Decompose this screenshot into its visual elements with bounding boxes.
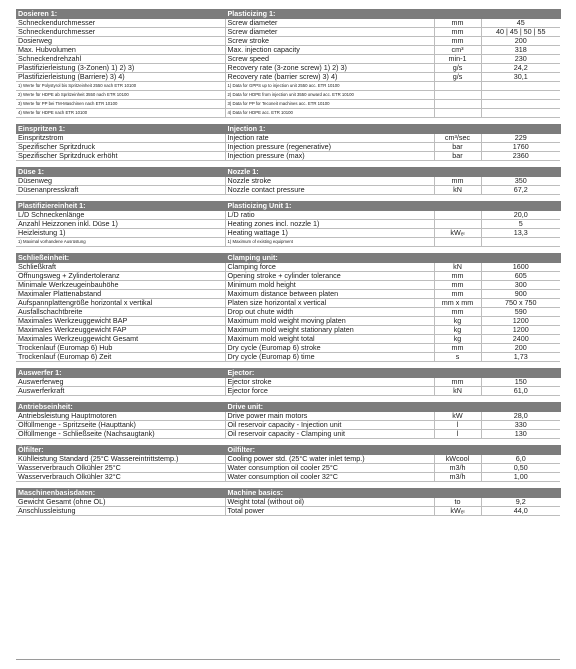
unit-cell: kWₑₗ <box>434 507 481 516</box>
label-en: Oil reservoir capacity - Injection unit <box>225 421 434 430</box>
unit-cell: kW <box>434 412 481 421</box>
value-cell: 40 | 45 | 50 | 55 <box>481 28 560 37</box>
label-en: Maximum mold weight moving platen <box>225 317 434 326</box>
unit-cell: kg <box>434 317 481 326</box>
unit-cell: kN <box>434 186 481 195</box>
section-title-en: Machine basics: <box>225 488 434 498</box>
spec-row <box>16 177 560 186</box>
section-header <box>16 167 560 177</box>
footnote-de: 3) Werte für PP bei TM-Maschinen nach ETR 10100 <box>16 100 225 109</box>
label-de: Schneckendurchmesser <box>16 28 225 37</box>
label-en: Drive power main motors <box>225 412 434 421</box>
footnote-en: 1) Maximum of existing equipment <box>225 238 434 247</box>
label-de: Spezifischer Spritzdruck <box>16 143 225 152</box>
label-de: Dosierweg <box>16 37 225 46</box>
footnote-value-cell <box>481 238 560 247</box>
label-en: Maximum mold weight stationary platen <box>225 326 434 335</box>
footnote-de: 1) Werte für Polystyrol bis Spritzeinheit 2550 nach ETR 10100 <box>16 82 225 91</box>
footnote-row <box>16 109 560 118</box>
label-en: Nozzle stroke <box>225 177 434 186</box>
unit-cell: g/s <box>434 64 481 73</box>
section-header <box>16 201 560 211</box>
section-title-de: Einspritzen 1: <box>16 124 225 134</box>
value-cell: 1200 <box>481 317 560 326</box>
section-header <box>16 488 560 498</box>
footnote-row <box>16 91 560 100</box>
section-title-en: Oilfilter: <box>225 445 434 455</box>
unit-cell: mm <box>434 281 481 290</box>
section-title-en: Plasticizing 1: <box>225 9 434 19</box>
footnote-de: 2) Werte für HDPE ab Spritzeinheit 3550 nach ETR 10100 <box>16 91 225 100</box>
label-de: Plastifizierleistung (Barriere) 3) 4) <box>16 73 225 82</box>
spec-row <box>16 272 560 281</box>
unit-cell: mm <box>434 177 481 186</box>
unit-cell: bar <box>434 152 481 161</box>
unit-cell: mm <box>434 19 481 28</box>
spec-row <box>16 335 560 344</box>
header-unit-cell <box>434 167 481 177</box>
footnote-unit-cell <box>434 82 481 91</box>
value-cell: 2360 <box>481 152 560 161</box>
header-unit-cell <box>434 402 481 412</box>
unit-cell: m3/h <box>434 473 481 482</box>
spec-row <box>16 64 560 73</box>
footnote-row <box>16 82 560 91</box>
header-unit-cell <box>434 488 481 498</box>
label-de: Trockenlauf (Euromap 6) Hub <box>16 344 225 353</box>
spec-table-body <box>16 9 560 516</box>
label-de: Trockenlauf (Euromap 6) Zeit <box>16 353 225 362</box>
label-de: Düsenanpresskraft <box>16 186 225 195</box>
value-cell: 330 <box>481 421 560 430</box>
value-cell: 13,3 <box>481 229 560 238</box>
unit-cell: kN <box>434 263 481 272</box>
header-unit-cell <box>434 253 481 263</box>
footnote-value-cell <box>481 91 560 100</box>
footnote-de: 4) Werte für HDPE nach ETR 10100 <box>16 109 225 118</box>
section-title-de: Auswerfer 1: <box>16 368 225 378</box>
footnote-de: 1) Maximal vorhandene Ausrüstung <box>16 238 225 247</box>
spec-row <box>16 421 560 430</box>
header-unit-cell <box>434 124 481 134</box>
label-de: L/D Schneckenlänge <box>16 211 225 220</box>
label-de: Auswerferweg <box>16 378 225 387</box>
footnote-en: 4) Data for HDPE acc. ETR 10100 <box>225 109 434 118</box>
footer-rule <box>16 659 560 660</box>
unit-cell: mm <box>434 37 481 46</box>
label-en: Screw diameter <box>225 19 434 28</box>
label-en: Injection pressure (regenerative) <box>225 143 434 152</box>
unit-cell: kWcool <box>434 455 481 464</box>
unit-cell: to <box>434 498 481 507</box>
section-title-de: Düse 1: <box>16 167 225 177</box>
label-de: Wasserverbrauch Ölkühler 25°C <box>16 464 225 473</box>
label-en: Total power <box>225 507 434 516</box>
value-cell: 590 <box>481 308 560 317</box>
label-de: Ölfüllmenge - Schließseite (Nachsaugtank) <box>16 430 225 439</box>
value-cell: 230 <box>481 55 560 64</box>
header-value-cell <box>481 167 560 177</box>
value-cell: 605 <box>481 272 560 281</box>
spec-row <box>16 229 560 238</box>
value-cell: 318 <box>481 46 560 55</box>
section-header <box>16 253 560 263</box>
spec-row <box>16 46 560 55</box>
unit-cell: mm <box>434 344 481 353</box>
header-value-cell <box>481 124 560 134</box>
label-en: Platen size horizontal x vertical <box>225 299 434 308</box>
value-cell: 30,1 <box>481 73 560 82</box>
footnote-unit-cell <box>434 238 481 247</box>
footnote-row <box>16 100 560 109</box>
unit-cell: bar <box>434 143 481 152</box>
header-value-cell <box>481 368 560 378</box>
label-de: Plastifizierleistung (3-Zonen) 1) 2) 3) <box>16 64 225 73</box>
spec-row <box>16 55 560 64</box>
unit-cell: mm x mm <box>434 299 481 308</box>
label-de: Ausfallschachtbreite <box>16 308 225 317</box>
value-cell: 6,0 <box>481 455 560 464</box>
spec-row <box>16 19 560 28</box>
label-en: Max. injection capacity <box>225 46 434 55</box>
value-cell: 61,0 <box>481 387 560 396</box>
label-en: Heating zones incl. nozzle 1) <box>225 220 434 229</box>
label-en: Maximum distance between platen <box>225 290 434 299</box>
unit-cell: l <box>434 430 481 439</box>
label-de: Schneckendurchmesser <box>16 19 225 28</box>
footnote-unit-cell <box>434 91 481 100</box>
label-en: Screw speed <box>225 55 434 64</box>
label-de: Anzahl Heizzonen inkl. Düse 1) <box>16 220 225 229</box>
unit-cell: mm <box>434 378 481 387</box>
value-cell: 350 <box>481 177 560 186</box>
value-cell: 5 <box>481 220 560 229</box>
footnote-en: 1) Data for GPPS up to injection unit 2550 acc. ETR 10100 <box>225 82 434 91</box>
spec-row <box>16 152 560 161</box>
unit-cell <box>434 220 481 229</box>
label-en: Recovery rate (barrier screw) 3) 4) <box>225 73 434 82</box>
label-en: Screw stroke <box>225 37 434 46</box>
header-value-cell <box>481 201 560 211</box>
label-de: Gewicht Gesamt (ohne ÖL) <box>16 498 225 507</box>
section-title-en: Plasticizing Unit 1: <box>225 201 434 211</box>
label-en: Oil reservoir capacity - Clamping unit <box>225 430 434 439</box>
section-title-en: Clamping unit: <box>225 253 434 263</box>
section-header <box>16 368 560 378</box>
spec-row <box>16 220 560 229</box>
header-value-cell <box>481 402 560 412</box>
section-title-de: Maschinenbasisdaten: <box>16 488 225 498</box>
value-cell: 0,50 <box>481 464 560 473</box>
label-de: Minimale Werkzeugeinbauhöhe <box>16 281 225 290</box>
unit-cell: g/s <box>434 73 481 82</box>
label-de: Aufspannplattengröße horizontal x vertikal <box>16 299 225 308</box>
spec-row <box>16 455 560 464</box>
label-de: Schließkraft <box>16 263 225 272</box>
header-value-cell <box>481 253 560 263</box>
footnote-unit-cell <box>434 109 481 118</box>
value-cell: 9,2 <box>481 498 560 507</box>
label-de: Maximaler Plattenabstand <box>16 290 225 299</box>
value-cell: 1200 <box>481 326 560 335</box>
spec-row <box>16 186 560 195</box>
value-cell: 200 <box>481 344 560 353</box>
label-en: Screw diameter <box>225 28 434 37</box>
spec-row <box>16 211 560 220</box>
label-de: Maximales Werkzeuggewicht Gesamt <box>16 335 225 344</box>
header-unit-cell <box>434 9 481 19</box>
section-title-de: Schließeinheit: <box>16 253 225 263</box>
section-title-en: Ejector: <box>225 368 434 378</box>
unit-cell: l <box>434 421 481 430</box>
section-title-en: Nozzle 1: <box>225 167 434 177</box>
unit-cell: mm <box>434 290 481 299</box>
label-en: Recovery rate (3-zone screw) 1) 2) 3) <box>225 64 434 73</box>
value-cell: 130 <box>481 430 560 439</box>
value-cell: 2400 <box>481 335 560 344</box>
label-en: Drop out chute width <box>225 308 434 317</box>
footnote-value-cell <box>481 100 560 109</box>
spec-row <box>16 464 560 473</box>
value-cell: 750 x 750 <box>481 299 560 308</box>
value-cell: 1600 <box>481 263 560 272</box>
unit-cell: kWₑₗ <box>434 229 481 238</box>
label-en: Nozzle contact pressure <box>225 186 434 195</box>
spec-row <box>16 326 560 335</box>
section-header <box>16 402 560 412</box>
label-de: Anschlussleistung <box>16 507 225 516</box>
unit-cell: min-1 <box>434 55 481 64</box>
label-en: Ejector stroke <box>225 378 434 387</box>
spec-row <box>16 37 560 46</box>
unit-cell: mm <box>434 28 481 37</box>
spec-row <box>16 498 560 507</box>
value-cell: 1760 <box>481 143 560 152</box>
unit-cell: s <box>434 353 481 362</box>
value-cell: 44,0 <box>481 507 560 516</box>
value-cell: 67,2 <box>481 186 560 195</box>
label-en: Maximum mold weight total <box>225 335 434 344</box>
spec-row <box>16 290 560 299</box>
label-de: Öffnungsweg + Zylindertoleranz <box>16 272 225 281</box>
value-cell: 229 <box>481 134 560 143</box>
spec-row <box>16 73 560 82</box>
spec-row <box>16 308 560 317</box>
spec-row <box>16 281 560 290</box>
footnote-row <box>16 238 560 247</box>
spec-row <box>16 387 560 396</box>
label-en: L/D ratio <box>225 211 434 220</box>
value-cell: 150 <box>481 378 560 387</box>
label-en: Injection rate <box>225 134 434 143</box>
footnote-value-cell <box>481 82 560 91</box>
spec-row <box>16 263 560 272</box>
spec-row <box>16 28 560 37</box>
label-de: Einspritzstrom <box>16 134 225 143</box>
header-value-cell <box>481 488 560 498</box>
spec-row <box>16 143 560 152</box>
label-en: Minimum mold height <box>225 281 434 290</box>
header-value-cell <box>481 9 560 19</box>
value-cell: 300 <box>481 281 560 290</box>
label-de: Auswerferkraft <box>16 387 225 396</box>
unit-cell <box>434 211 481 220</box>
label-en: Opening stroke + cylinder tolerance <box>225 272 434 281</box>
unit-cell: cm³/sec <box>434 134 481 143</box>
label-de: Maximales Werkzeuggewicht FAP <box>16 326 225 335</box>
label-de: Spezifischer Spritzdruck erhöht <box>16 152 225 161</box>
spec-row <box>16 430 560 439</box>
value-cell: 1,00 <box>481 473 560 482</box>
footnote-unit-cell <box>434 100 481 109</box>
section-header <box>16 445 560 455</box>
unit-cell: cm³ <box>434 46 481 55</box>
section-title-de: Dosieren 1: <box>16 9 225 19</box>
value-cell: 28,0 <box>481 412 560 421</box>
label-en: Injection pressure (max) <box>225 152 434 161</box>
footnote-en: 3) Data for PP for Teconeit machines acc. ETR 10100 <box>225 100 434 109</box>
spec-row <box>16 344 560 353</box>
spec-sheet <box>16 9 560 516</box>
section-title-en: Injection 1: <box>225 124 434 134</box>
spec-table <box>16 9 561 516</box>
label-en: Dry cycle (Euromap 6) stroke <box>225 344 434 353</box>
spec-row <box>16 507 560 516</box>
label-en: Cooling power std. (25°C water inlet temp.) <box>225 455 434 464</box>
label-de: Ölfüllmenge - Spritzseite (Haupttank) <box>16 421 225 430</box>
value-cell: 900 <box>481 290 560 299</box>
label-en: Weight total (without oil) <box>225 498 434 507</box>
footnote-en: 2) Data for HDPE from injection unit 3550 onward acc. ETR 10100 <box>225 91 434 100</box>
value-cell: 24,2 <box>481 64 560 73</box>
value-cell: 1,73 <box>481 353 560 362</box>
label-de: Schneckendrehzahl <box>16 55 225 64</box>
header-unit-cell <box>434 368 481 378</box>
section-title-en: Drive unit: <box>225 402 434 412</box>
section-title-de: Ölfilter: <box>16 445 225 455</box>
unit-cell: mm <box>434 272 481 281</box>
section-title-de: Plastifiziereinheit 1: <box>16 201 225 211</box>
label-de: Düsenweg <box>16 177 225 186</box>
label-de: Max. Hubvolumen <box>16 46 225 55</box>
section-title-de: Antriebseinheit: <box>16 402 225 412</box>
header-value-cell <box>481 445 560 455</box>
unit-cell: kg <box>434 326 481 335</box>
value-cell: 200 <box>481 37 560 46</box>
header-unit-cell <box>434 445 481 455</box>
section-header <box>16 9 560 19</box>
unit-cell: mm <box>434 308 481 317</box>
spec-row <box>16 299 560 308</box>
unit-cell: m3/h <box>434 464 481 473</box>
label-en: Water consumption oil cooler 32°C <box>225 473 434 482</box>
spec-row <box>16 412 560 421</box>
label-en: Clamping force <box>225 263 434 272</box>
label-en: Water consumption oil cooler 25°C <box>225 464 434 473</box>
label-en: Ejector force <box>225 387 434 396</box>
spec-row <box>16 473 560 482</box>
unit-cell: kg <box>434 335 481 344</box>
unit-cell: kN <box>434 387 481 396</box>
value-cell: 45 <box>481 19 560 28</box>
label-de: Antriebsleistung Hauptmotoren <box>16 412 225 421</box>
header-unit-cell <box>434 201 481 211</box>
label-en: Dry cycle (Euromap 6) time <box>225 353 434 362</box>
label-de: Maximales Werkzeuggewicht BAP <box>16 317 225 326</box>
label-en: Heating wattage 1) <box>225 229 434 238</box>
spec-row <box>16 317 560 326</box>
spec-row <box>16 378 560 387</box>
label-de: Kühlleistung Standard (25°C Wassereintrittstemp.) <box>16 455 225 464</box>
value-cell: 20,0 <box>481 211 560 220</box>
spec-row <box>16 134 560 143</box>
footnote-value-cell <box>481 109 560 118</box>
section-header <box>16 124 560 134</box>
label-de: Heizleistung 1) <box>16 229 225 238</box>
spec-row <box>16 353 560 362</box>
label-de: Wasserverbrauch Ölkühler 32°C <box>16 473 225 482</box>
